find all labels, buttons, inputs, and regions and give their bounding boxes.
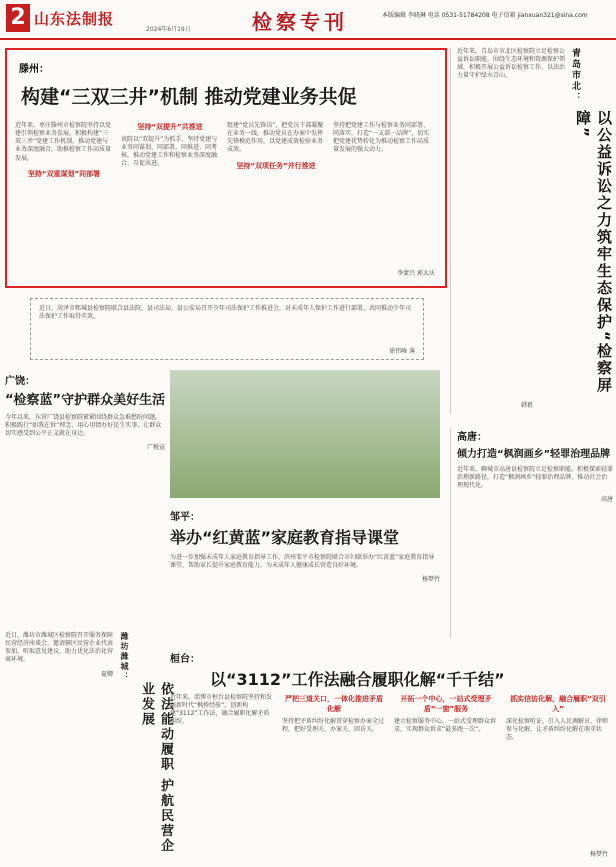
lead-col4-text: 坚持把党建工作与检察业务同部署、同落实，打造“一支部一品牌”，切实把党建优势转化为推动检察工作高质量发展的强大动力。 bbox=[333, 122, 430, 154]
sidebar-byline: 韩祖 bbox=[521, 402, 534, 409]
quote-byline: 徐伟峰 薄 bbox=[389, 348, 415, 355]
huantai-col2-subhead: 严把三道关口，一体化推进矛盾化解 bbox=[285, 695, 383, 713]
huantai-col2-text: 坚持把矛盾纠纷化解贯穿检察办案全过程，把好受理关、办案关、回访关。 bbox=[282, 718, 385, 734]
huantai-col3-text: 建立检察服务中心，一站式受理群众诉求，实现群众诉求“最多跑一次”。 bbox=[394, 718, 497, 734]
section-name: 检察专刊 bbox=[252, 10, 348, 34]
huantai-region: 桓台： bbox=[170, 654, 200, 665]
guangrao-region: 广饶： bbox=[5, 376, 35, 387]
quote-text: 近日，菏泽市郓城县检察院联合县法院、县司法局、县公安局召开少年司法保护工作推进会，对未成年人保护工作进行部署，共同推动少年司法保护工作取得实效。 bbox=[39, 305, 412, 321]
huantai-byline: 杨梦竹 bbox=[589, 851, 608, 858]
guangrao-text: 今年以来，东营广饶县检察院紧紧围绕群众急难愁盼问题，积极践行“如我在诉”理念，用心用情办好民生实事，让群众切实感受到公平正义就在身边。 bbox=[5, 414, 162, 438]
lead-column-3 bbox=[227, 122, 325, 272]
huantai-col4-text: 深化检察听证，引入人民调解员、律师参与化解，让矛盾纠纷化解在萌芽状态。 bbox=[506, 718, 609, 742]
huantai-col1-text: 近年来，淄博市桓台县检察院坚持和发展新时代“枫桥经验”，创新构建“3112”工作法，融合履职化解矛盾纠纷。 bbox=[170, 694, 273, 726]
paper-name: 山东法制报 bbox=[34, 10, 115, 28]
sidebar-region: 青岛市北： bbox=[570, 48, 580, 103]
huantai-column-4 bbox=[506, 694, 610, 742]
zouping-byline: 杨梦竹 bbox=[421, 576, 440, 584]
huantai-headline: 以“3112”工作法融合履职化解“千千结” bbox=[210, 670, 505, 689]
quote-box bbox=[30, 298, 424, 360]
huantai-column-2 bbox=[282, 694, 386, 734]
masthead bbox=[0, 0, 616, 40]
sidebar-article bbox=[450, 48, 613, 414]
lead-col3-text: 组建“党员先锋岗”，把党员干部凝聚在业务一线，推动党员在办案中发挥先锋模范作用，以党建成效检验业务成效。 bbox=[227, 122, 324, 154]
gaotang-region: 高唐： bbox=[457, 432, 487, 443]
lead-col1-text: 近年来，枣庄滕州市检察院坚持以党建引领检察业务发展，积极构建“三双三井”党建工作机制，推动党建与业务深度融合，助推检察工作高质量发展。 bbox=[15, 122, 112, 162]
zouping-region: 邹平： bbox=[170, 512, 200, 523]
lead-column-4 bbox=[333, 122, 433, 272]
sidebar-text: 近年来，青岛市市北区检察院立足检察公益诉讼职能，围绕生态环境和资源保护领域，积极开展公益诉讼检察工作，以法治力量守护绿水青山。 bbox=[457, 48, 566, 80]
zouping-text: 为进一步加强未成年人家庭教育指导工作，滨州邹平市检察院联合市妇联举办“红黄蓝”家庭教育指导课堂，帮助家长提升家庭教育能力，为未成年人健康成长营造良好环境。 bbox=[170, 554, 435, 570]
huantai-column-3 bbox=[394, 694, 498, 734]
lead-article bbox=[5, 48, 447, 288]
weicheng-region: 潍坊潍城： bbox=[120, 632, 129, 682]
weicheng-text: 近日，潍坊市潍城区检察院召开服务保障民营经济座谈会，邀请辖区民营企业代表参加，听取意见建议，助力优化法治化营商环境。 bbox=[5, 632, 114, 664]
weicheng-article bbox=[5, 632, 173, 862]
page-number: 2 bbox=[6, 4, 30, 32]
lead-headline: 构建“三双三井”机制 推动党建业务共促 bbox=[21, 86, 357, 108]
zouping-article bbox=[170, 508, 440, 643]
gaotang-byline: 高唐 bbox=[600, 496, 613, 504]
guangrao-headline: “检察蓝”守护群众美好生活 bbox=[5, 393, 166, 408]
editors-line: 本版编辑 李晓琳 电话 0531-51784208 电子信箱 jianxuan321@sina.com bbox=[382, 12, 588, 19]
lead-col3-subhead: 坚持“双项任务”并行推进 bbox=[236, 161, 316, 170]
guangrao-article bbox=[5, 372, 165, 622]
huantai-column-1 bbox=[170, 694, 274, 727]
issue-date: 2024年6月19日 bbox=[146, 26, 191, 33]
lead-column-1 bbox=[15, 122, 113, 272]
lead-col2-text: 该院以“双提升”为抓手，坚持党建与业务同谋划、同部署、同推进、同考核，推动党建工作和检察业务深度融合、互促共进。 bbox=[121, 136, 218, 168]
zouping-headline: 举办“红黄蓝”家庭教育指导课堂 bbox=[170, 528, 400, 547]
huantai-col4-subhead: 抓实信访化解，融合履职“双引入” bbox=[510, 695, 606, 713]
lead-col1-subhead: 坚持“双重谋划”同部署 bbox=[27, 169, 101, 178]
sidebar-headline: 以公益诉讼之力筑牢生态保护“检察屏障” bbox=[574, 110, 613, 394]
lead-col2-subhead: 坚持“双提升”共推进 bbox=[137, 123, 203, 131]
gaotang-headline: 倾力打造“枫润画乡”轻罪治理品牌 bbox=[457, 449, 611, 460]
gaotang-text: 近年来，聊城市高唐县检察院立足检察职能，积极探索轻罪治理新路径，打造“枫润画乡”轻罪治理品牌，推动社会治理现代化。 bbox=[457, 466, 614, 490]
sidebar-header bbox=[569, 48, 609, 108]
huantai-col3-subhead: 开拓一个中心，一站式受理矛盾“一窗”服务 bbox=[400, 695, 492, 713]
lead-byline: 李蒙兴 郭大庆 bbox=[397, 270, 435, 277]
guangrao-byline: 广税宣 bbox=[146, 444, 165, 452]
lead-photo bbox=[170, 370, 440, 498]
huantai-article bbox=[170, 650, 612, 862]
weicheng-headline: 依法能动履职 护航民营企业发展 bbox=[139, 682, 173, 854]
lead-region: 滕州： bbox=[19, 64, 49, 75]
gaotang-article bbox=[450, 428, 613, 638]
lead-column-2 bbox=[121, 122, 219, 272]
weicheng-byline: 夏卿 bbox=[100, 670, 113, 678]
